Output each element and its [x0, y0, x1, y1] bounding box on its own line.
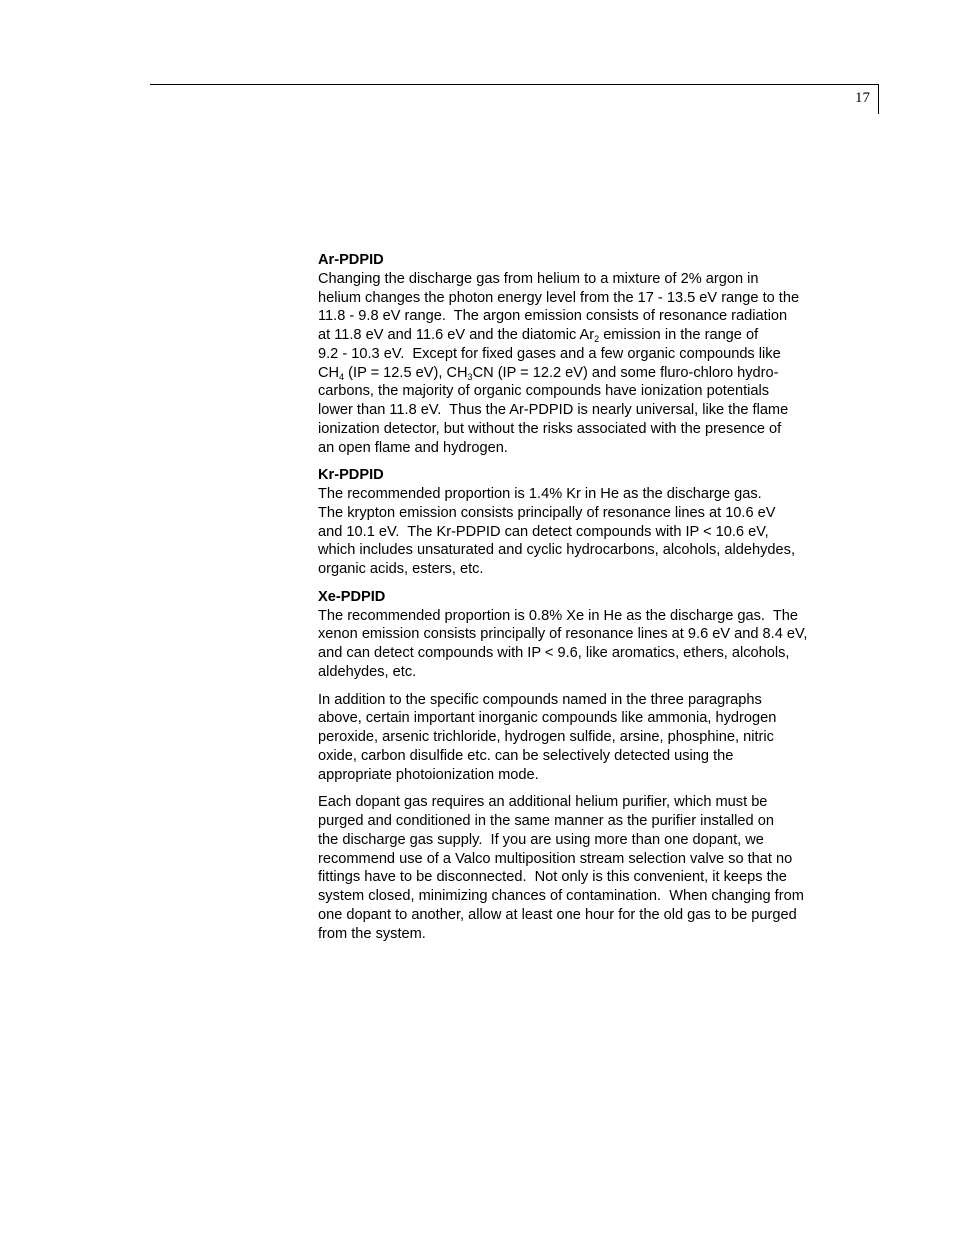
inorganic-paragraph — [318, 691, 848, 785]
kr-pdpid-paragraph — [318, 485, 848, 579]
subscript: 4 — [339, 371, 345, 382]
page-body — [318, 251, 848, 952]
text-line: from the system. — [318, 925, 426, 942]
section-dopant-gas — [318, 793, 848, 943]
xe-pdpid-paragraph — [318, 607, 848, 682]
text-fragment: (IP = 12.5 eV), CH — [344, 364, 468, 381]
section-heading-ar-pdpid: Ar-PDPID — [318, 252, 384, 268]
page-number: 17 — [855, 90, 870, 106]
text-line: above, certain important inorganic compounds like ammonia, hydrogen — [318, 710, 777, 727]
text-line: appropriate photoionization mode. — [318, 766, 539, 783]
text-line: ionization detector, but without the risks associated with the presence of — [318, 420, 782, 437]
text-line: helium changes the photon energy level from the 17 - 13.5 eV range to the — [318, 289, 800, 306]
section-inorganic-compounds — [318, 691, 848, 785]
text-fragment: CN (IP = 12.2 eV) and some fluro-chloro hydro- — [472, 364, 779, 381]
text-line: The recommended proportion is 1.4% Kr in He as the discharge gas. — [318, 486, 762, 502]
text-line — [318, 364, 848, 383]
text-fragment: at 11.8 eV and 11.6 eV and the diatomic Ar — [318, 327, 595, 343]
section-kr-pdpid — [318, 466, 848, 579]
text-line: peroxide, arsenic trichloride, hydrogen sulfide, arsine, phosphine, nitric — [318, 729, 774, 745]
dopant-paragraph — [318, 793, 848, 943]
subscript: 3 — [467, 371, 473, 382]
text-line: Each dopant gas requires an additional helium purifier, which must be — [318, 794, 768, 811]
text-fragment: CH — [318, 364, 340, 381]
text-line: lower than 11.8 eV. Thus the Ar-PDPID is nearly universal, like the flame — [318, 402, 789, 418]
text-line: an open flame and hydrogen. — [318, 439, 508, 456]
text-line: 11.8 - 9.8 eV range. The argon emission consists of resonance radiation — [318, 308, 788, 325]
text-line: 9.2 - 10.3 eV. Except for fixed gases and a few organic compounds like — [318, 345, 781, 362]
text-line: and 10.1 eV. The Kr-PDPID can detect compounds with IP < 10.6 eV, — [318, 523, 769, 540]
ar-pdpid-paragraph — [318, 270, 848, 458]
text-line: which includes unsaturated and cyclic hydrocarbons, alcohols, aldehydes, — [318, 542, 796, 559]
text-line: recommend use of a Valco multiposition stream selection valve so that no — [318, 850, 793, 867]
subscript: 2 — [594, 334, 600, 344]
text-line: one dopant to another, allow at least one hour for the old gas to be purged — [318, 906, 797, 923]
header-rule-tick — [878, 84, 879, 114]
text-fragment: emission in the range of — [599, 327, 759, 343]
header-rule — [150, 84, 879, 85]
text-line: The recommended proportion is 0.8% Xe in He as the discharge gas. The — [318, 607, 798, 624]
text-line: xenon emission consists principally of resonance lines at 9.6 eV and 8.4 eV, — [318, 626, 808, 643]
text-line: system closed, minimizing chances of contamination. When changing from — [318, 888, 804, 904]
section-xe-pdpid — [318, 588, 848, 682]
text-line: fittings have to be disconnected. Not only is this convenient, it keeps the — [318, 869, 787, 886]
text-line: The krypton emission consists principally of resonance lines at 10.6 eV — [318, 504, 776, 521]
text-line: In addition to the specific compounds named in the three paragraphs — [318, 691, 762, 708]
section-heading-xe-pdpid: Xe-PDPID — [318, 588, 386, 605]
text-line: oxide, carbon disulfide etc. can be selectively detected using the — [318, 747, 734, 764]
text-line: carbons, the majority of organic compounds have ionization potentials — [318, 383, 770, 400]
text-line: organic acids, esters, etc. — [318, 561, 484, 577]
text-line: and can detect compounds with IP < 9.6, like aromatics, ethers, alcohols, — [318, 645, 790, 661]
text-line — [318, 326, 848, 345]
text-line: the discharge gas supply. If you are using more than one dopant, we — [318, 831, 764, 848]
section-ar-pdpid — [318, 251, 848, 457]
text-line: purged and conditioned in the same manner as the purifier installed on — [318, 813, 774, 829]
text-line: Changing the discharge gas from helium to a mixture of 2% argon in — [318, 270, 759, 287]
section-heading-kr-pdpid: Kr-PDPID — [318, 467, 384, 484]
text-line: aldehydes, etc. — [318, 663, 417, 680]
